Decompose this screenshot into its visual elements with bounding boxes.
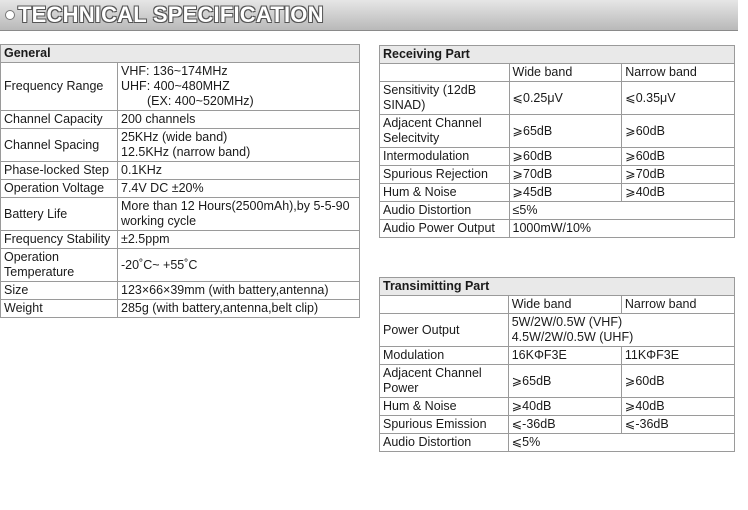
spec-label: Channel Capacity [1, 111, 118, 129]
narrow-value: 11KΦF3E [621, 347, 734, 365]
spec-value-line: UHF: 400~480MHZ [121, 79, 230, 93]
table-header-row [380, 296, 735, 314]
wide-value: ⩾70dB [509, 166, 622, 184]
transmitting-spec-table [379, 277, 735, 452]
spec-value: 200 channels [118, 111, 360, 129]
spec-label: Sensitivity (12dB SINAD) [380, 82, 510, 115]
spec-value: 7.4V DC ±20% [118, 180, 360, 198]
spec-label: Audio Power Output [380, 220, 510, 238]
spec-label: Battery Life [1, 198, 118, 231]
table-row [1, 162, 360, 180]
receiving-table-title: Receiving Part [380, 46, 735, 64]
table-row [380, 365, 735, 398]
table-row [380, 148, 735, 166]
table-row [380, 220, 735, 238]
spec-value: 0.1KHz [118, 162, 360, 180]
wide-value: ⩾40dB [508, 398, 621, 416]
spec-label: Power Output [380, 314, 509, 347]
spec-value-line: 12.5KHz (narrow band) [121, 145, 251, 159]
spec-label: Audio Distortion [380, 202, 510, 220]
narrow-value: ⩽0.35μV [622, 82, 735, 115]
table-row [1, 111, 360, 129]
table-row [380, 202, 735, 220]
table-header-row [380, 64, 735, 82]
spec-label: Hum & Noise [380, 398, 509, 416]
spec-value-line: (EX: 400~520MHz) [147, 94, 254, 108]
spec-label: Adjacent Channel Selecitvity [380, 115, 510, 148]
table-row [380, 314, 735, 347]
narrow-value: ⩾40dB [621, 398, 734, 416]
general-table-title: General [1, 45, 360, 63]
header-spacer [380, 296, 509, 314]
spec-value: ≤5% [509, 202, 734, 220]
column-header-narrow: Narrow band [622, 64, 735, 82]
table-row [1, 282, 360, 300]
title-banner [0, 0, 738, 31]
table-row [1, 180, 360, 198]
general-spec-table [0, 44, 360, 318]
wide-value: ⩾65dB [509, 115, 622, 148]
spec-label: Channel Spacing [1, 129, 118, 162]
column-header-wide: Wide band [509, 64, 622, 82]
spec-value-line: 4.5W/2W/0.5W (UHF) [511, 330, 634, 344]
spec-value-line: 5W/2W/0.5W (VHF) [511, 315, 623, 329]
narrow-value: ⩾40dB [622, 184, 735, 202]
page-title: TECHNICAL SPECIFICATION [18, 2, 324, 27]
table-row [380, 416, 735, 434]
table-row [380, 115, 735, 148]
spec-label: Size [1, 282, 118, 300]
table-row [1, 231, 360, 249]
table-row [1, 63, 360, 111]
spec-label: Weight [1, 300, 118, 318]
wide-value: ⩽0.25μV [509, 82, 622, 115]
spec-label: Hum & Noise [380, 184, 510, 202]
spec-label: Audio Distortion [380, 434, 509, 452]
spec-label: Frequency Range [1, 63, 118, 111]
spec-value: ⩽5% [508, 434, 734, 452]
narrow-value: ⩾60dB [621, 365, 734, 398]
table-row [380, 166, 735, 184]
table-row [380, 347, 735, 365]
narrow-value: ⩽-36dB [621, 416, 734, 434]
wide-value: ⩽-36dB [508, 416, 621, 434]
table-row [1, 129, 360, 162]
spec-value [508, 314, 734, 347]
table-row [380, 82, 735, 115]
spec-label: Operation Temperature [1, 249, 118, 282]
table-row [380, 398, 735, 416]
spec-value-line: VHF: 136~174MHz [121, 64, 228, 78]
spec-value: ±2.5ppm [118, 231, 360, 249]
spec-value [118, 63, 360, 111]
narrow-value: ⩾60dB [622, 115, 735, 148]
bullet-icon [5, 10, 15, 20]
spec-label: Adjacent Channel Power [380, 365, 509, 398]
spec-label: Frequency Stability [1, 231, 118, 249]
spec-value: 285g (with battery,antenna,belt clip) [118, 300, 360, 318]
spec-label: Operation Voltage [1, 180, 118, 198]
wide-value: ⩾60dB [509, 148, 622, 166]
table-row [380, 434, 735, 452]
wide-value: ⩾45dB [509, 184, 622, 202]
spec-value: More than 12 Hours(2500mAh),by 5-5-90 working cycle [118, 198, 360, 231]
column-header-narrow: Narrow band [621, 296, 734, 314]
wide-value: ⩾65dB [508, 365, 621, 398]
spec-label: Spurious Rejection [380, 166, 510, 184]
spec-value [118, 129, 360, 162]
spec-value-line: 25KHz (wide band) [121, 130, 228, 144]
receiving-spec-table [379, 45, 735, 238]
spec-label: Spurious Emission [380, 416, 509, 434]
column-header-wide: Wide band [508, 296, 621, 314]
table-row [1, 198, 360, 231]
transmitting-table-title: Transimitting Part [380, 278, 735, 296]
spec-value: -20˚C~ +55˚C [118, 249, 360, 282]
spec-value: 1000mW/10% [509, 220, 734, 238]
narrow-value: ⩾60dB [622, 148, 735, 166]
table-row [380, 184, 735, 202]
table-row [1, 300, 360, 318]
spec-value: 123×66×39mm (with battery,antenna) [118, 282, 360, 300]
wide-value: 16KΦF3E [508, 347, 621, 365]
spec-label: Intermodulation [380, 148, 510, 166]
spec-label: Phase-locked Step [1, 162, 118, 180]
narrow-value: ⩾70dB [622, 166, 735, 184]
spec-label: Modulation [380, 347, 509, 365]
table-row [1, 249, 360, 282]
header-spacer [380, 64, 510, 82]
